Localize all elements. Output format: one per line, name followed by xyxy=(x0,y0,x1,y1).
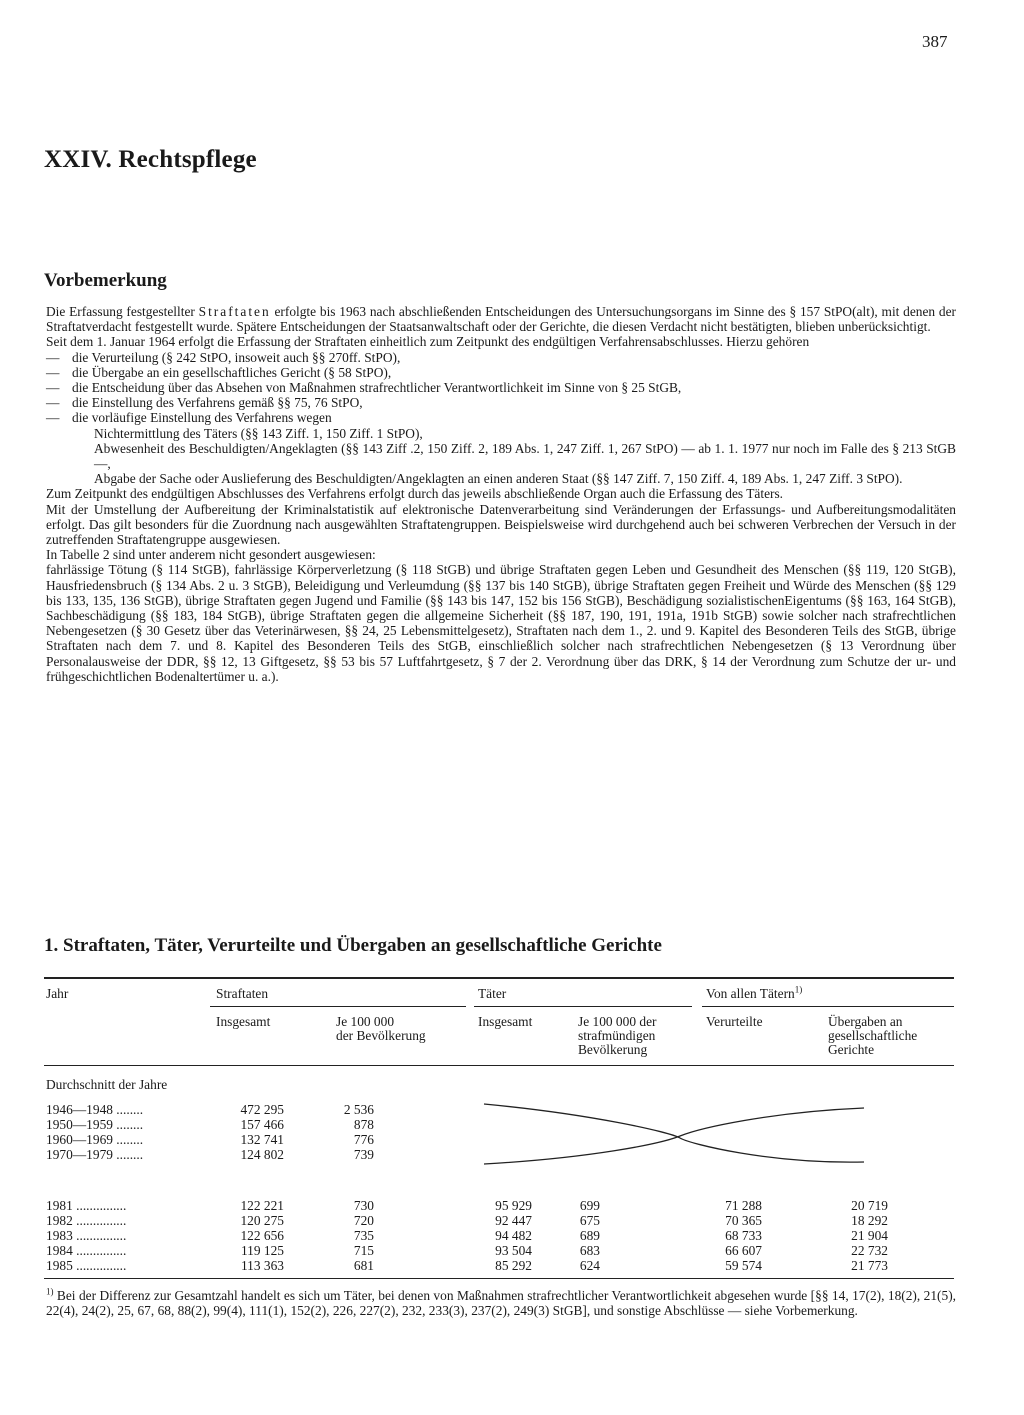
dash-marker: — xyxy=(46,364,60,380)
cell-verurteilte: 68 733 xyxy=(725,1228,762,1243)
section-title: Vorbemerkung xyxy=(44,270,167,291)
header-line: Gerichte xyxy=(828,1042,875,1057)
cell-taeter: 85 292 xyxy=(495,1258,532,1273)
table-top-rule xyxy=(44,977,954,979)
sub-list-item: Abwesenheit des Beschuldigten/Angeklagten (§§ 143 Ziff .2, 150 Ziff. 2, 189 Abs. 1, 247 Ziff. 1, 267 StPO) — ab 1. 1. 1977 nur noch im Falle des § 213 StGB —, xyxy=(94,440,956,472)
footnote-marker: 1) xyxy=(46,1286,54,1297)
paragraph: fahrlässige Tötung (§ 114 StGB), fahrlässige Körperverletzung (§ 118 StGB) und übrige Straftaten gegen Leben und Gesundheit des Menschen (§§ 119, 120 StGB), Hausfriedensbruch (§ 134 Abs. 2 u. 3 StGB), Beleidigung und Verleumdung (§§ 137 bis 140 StGB), übrige Straftaten gegen Freiheit und Würde des Menschen (§§ 129 bis 133, 135, 136 StGB), übrige Straftaten gegen Jugend und Familie (§§ 143 bis 147, 152 bis 156 StGB), Beschädigung sozialistischenEigentums (§§ 163, 164 StGB), Sachbeschädigung (§§ 183, 184 StGB), übrige Straftaten gegen die allgemeine Sicherheit (§§ 187, 190, 191, 191a, 191b StGB) sowie solcher nach strafrechtlichen Nebengesetzen (§ 30 Gesetz über das Veterinärwesen, §§ 24, 25 Lebensmittelgesetz), Straftaten nach dem 1., 2. und 9. Kapitel des Besonderen Teils des StGB, übrige Straftaten nach dem 7. und 8. Kapitel des Besonderen Teils des StGB, einschließlich solcher nach strafrechtlichen Nebengesetzen (§ 13 Verordnung über Personalausweise der DDR, §§ 12, 13 Giftgesetz, §§ 53 bis 57 Luftfahrtgesetz, § 7 der 2. Verordnung über das DRK, § 14 der Verordnung zum Schutze der ur- und frühgeschichtlichen Bodenaltertümer u. a.). xyxy=(46,562,956,684)
cell-je100-straf: 683 xyxy=(579,1243,600,1258)
emphasized-text: Straftaten xyxy=(198,304,271,319)
list-item xyxy=(46,395,956,410)
cell-je100-straf: 699 xyxy=(579,1198,600,1213)
cell-uebergaben: 22 732 xyxy=(851,1243,888,1258)
col-header-von-allen xyxy=(706,984,803,1001)
avg-row-insgesamt: 132 741 xyxy=(240,1132,284,1147)
table-title: 1. Straftaten, Täter, Verurteilte und Übergaben an gesellschaftliche Gerichte xyxy=(44,935,662,956)
page-number: 387 xyxy=(922,32,948,51)
cell-uebergaben: 20 719 xyxy=(851,1198,888,1213)
header-line: der Bevölkerung xyxy=(336,1028,426,1043)
table-row-jahr: 1984 ............... xyxy=(46,1243,127,1258)
list-item xyxy=(46,410,956,425)
cell-straftaten: 122 656 xyxy=(240,1228,284,1243)
avg-row-insgesamt: 157 466 xyxy=(240,1117,284,1132)
cell-straftaten: 120 275 xyxy=(240,1213,284,1228)
text: Die Erfassung festgestellter xyxy=(46,304,199,319)
dash-marker: — xyxy=(46,410,60,426)
avg-row-jahr: 1950—1959 ........ xyxy=(46,1117,144,1132)
col-header-taeter: Täter xyxy=(478,986,507,1001)
table-bottom-rule xyxy=(44,1278,954,1279)
col-header-jahr: Jahr xyxy=(46,986,69,1001)
list-item-text: die Einstellung des Verfahrens gemäß §§ 75, 76 StPO, xyxy=(72,395,363,411)
paragraph xyxy=(46,304,956,334)
header-text: Von allen Tätern xyxy=(706,986,795,1001)
cell-verurteilte: 66 607 xyxy=(725,1243,762,1258)
paragraph: Mit der Umstellung der Aufbereitung der Kriminalstatistik auf elektronische Datenverarbeitung sind Veränderungen der Erfassungs- und Aufbereitungsmodalitäten erfolgt. Das gilt besonders für die Zuordnung nach ausgewählten Straftatengruppen. Beispielsweise wird durchgehend auch bei schweren Verbrechen der Versuch in der zutreffenden Straftatengruppe ausgewiesen. xyxy=(46,501,956,548)
footnote xyxy=(46,1288,956,1318)
cell-verurteilte: 70 365 xyxy=(725,1213,762,1228)
cell-uebergaben: 21 773 xyxy=(851,1258,888,1273)
col-header-je100-straf xyxy=(578,1015,656,1057)
col-header-insgesamt: Insgesamt xyxy=(216,1014,271,1029)
header-line: Je 100 000 der xyxy=(578,1014,657,1029)
cell-taeter: 95 929 xyxy=(495,1198,532,1213)
cell-taeter: 92 447 xyxy=(495,1213,532,1228)
table-row-jahr: 1983 ............... xyxy=(46,1228,127,1243)
avg-row-insgesamt: 124 802 xyxy=(240,1147,284,1162)
not-applicable-cross xyxy=(470,1096,870,1172)
cell-je100-bev: 730 xyxy=(353,1198,374,1213)
col-header-straftaten: Straftaten xyxy=(216,986,269,1001)
header-line: Übergaben an xyxy=(828,1014,903,1029)
text: erfolgte bis 1963 nach abschließenden Entscheidungen des Untersuchungsorgans im Sinne des § 157 StPO(alt), mit denen der Straftatverdacht festgestellt wurde. Spätere Entscheidungen der Staatsanwaltschaft oder der Gerichte, die diesen Verdacht nicht bestätigten, blieben unberücksichtigt. xyxy=(46,304,956,335)
avg-row-jahr: 1946—1948 ........ xyxy=(46,1102,144,1117)
avg-row-insgesamt: 472 295 xyxy=(240,1102,284,1117)
avg-row-je100: 2 536 xyxy=(343,1102,374,1117)
group-label: Durchschnitt der Jahre xyxy=(46,1077,168,1092)
header-line: gesellschaftliche xyxy=(828,1028,918,1043)
header-line: strafmündigen xyxy=(578,1028,656,1043)
col-header-insgesamt-taeter: Insgesamt xyxy=(478,1014,533,1029)
avg-row-jahr: 1960—1969 ........ xyxy=(46,1132,144,1147)
list-item-text: die vorläufige Einstellung des Verfahrens wegen xyxy=(72,410,332,426)
header-line: Je 100 000 xyxy=(336,1014,395,1029)
cell-je100-straf: 689 xyxy=(579,1228,600,1243)
cell-uebergaben: 18 292 xyxy=(851,1213,888,1228)
cell-je100-bev: 681 xyxy=(353,1258,374,1273)
cell-uebergaben: 21 904 xyxy=(851,1228,888,1243)
header-bottom-rule xyxy=(44,1065,954,1066)
list-item-text: die Entscheidung über das Absehen von Maßnahmen strafrechtlicher Verantwortlichkeit im Sinne von § 25 StGB, xyxy=(72,380,682,396)
list-item-text: die Verurteilung (§ 242 StPO, insoweit auch §§ 270ff. StPO), xyxy=(72,349,401,365)
header-line: Bevölkerung xyxy=(578,1042,648,1057)
avg-row-je100: 878 xyxy=(353,1117,374,1132)
cell-taeter: 93 504 xyxy=(495,1243,532,1258)
dash-marker: — xyxy=(46,380,60,396)
avg-row-jahr: 1970—1979 ........ xyxy=(46,1147,144,1162)
cell-je100-straf: 624 xyxy=(579,1258,600,1273)
list-item-text: die Übergabe an ein gesellschaftliches Gericht (§ 58 StPO), xyxy=(72,364,392,380)
cell-je100-bev: 735 xyxy=(353,1228,374,1243)
avg-row-je100: 739 xyxy=(353,1147,374,1162)
col-header-je100-bev xyxy=(336,1015,426,1043)
cell-straftaten: 113 363 xyxy=(240,1258,284,1273)
footnote-text: Bei der Differenz zur Gesamtzahl handelt es sich um Täter, bei denen von Maßnahmen strafrechtlicher Verantwortlichkeit abgesehen wurde [§§ 14, 17(2), 18(2), 21(5), 22(4), 24(2), 25, 67, 68, 88(2), 99(4), 111(1), 152(2), 226, 227(2), 232, 233(3), 237(2), 249(3) StGB], und sonstige Abschlüsse — siehe Vorbemerkung. xyxy=(46,1288,956,1318)
list-item xyxy=(46,380,956,395)
table-row-jahr: 1982 ............... xyxy=(46,1213,127,1228)
footnote-ref: 1) xyxy=(794,984,803,995)
cell-taeter: 94 482 xyxy=(495,1228,532,1243)
chapter-title: XXIV. Rechtspflege xyxy=(44,146,257,173)
paragraph: Seit dem 1. Januar 1964 erfolgt die Erfassung der Straftaten einheitlich zum Zeitpunkt des endgültigen Verfahrensabschlusses. Hierzu gehören xyxy=(46,334,810,350)
paragraph: In Tabelle 2 sind unter anderem nicht gesondert ausgewiesen: xyxy=(46,547,376,563)
col-header-uebergaben xyxy=(828,1015,917,1057)
header-rule-straftaten xyxy=(210,1006,466,1007)
paragraph: Zum Zeitpunkt des endgültigen Abschlusses des Verfahrens erfolgt durch das jeweils abschließende Organ auch die Erfassung des Täters. xyxy=(46,486,784,502)
preface-body xyxy=(46,304,956,684)
dash-marker: — xyxy=(46,349,60,365)
header-rule-von-allen xyxy=(702,1006,954,1007)
cell-straftaten: 122 221 xyxy=(240,1198,284,1213)
cell-verurteilte: 59 574 xyxy=(725,1258,762,1273)
sub-list-item: Nichtermittlung des Täters (§§ 143 Ziff. 1, 150 Ziff. 1 StPO), xyxy=(94,425,423,441)
sub-list-item: Abgabe der Sache oder Auslieferung des Beschuldigten/Angeklagten an einen anderen Staat (§§ 147 Ziff. 7, 150 Ziff. 4, 189 Abs. 1, 247 Ziff. 3 StPO). xyxy=(94,471,903,487)
dash-marker: — xyxy=(46,395,60,411)
header-rule-taeter xyxy=(474,1006,692,1007)
cell-je100-bev: 715 xyxy=(353,1243,374,1258)
list-item xyxy=(46,365,956,380)
table-row-jahr: 1985 ............... xyxy=(46,1258,127,1273)
col-header-verurteilte: Verurteilte xyxy=(706,1014,763,1029)
cell-straftaten: 119 125 xyxy=(240,1243,284,1258)
list-item xyxy=(46,350,956,365)
cell-je100-straf: 675 xyxy=(579,1213,600,1228)
cell-je100-bev: 720 xyxy=(353,1213,374,1228)
table-row-jahr: 1981 ............... xyxy=(46,1198,127,1213)
cell-verurteilte: 71 288 xyxy=(725,1198,762,1213)
avg-row-je100: 776 xyxy=(353,1132,374,1147)
